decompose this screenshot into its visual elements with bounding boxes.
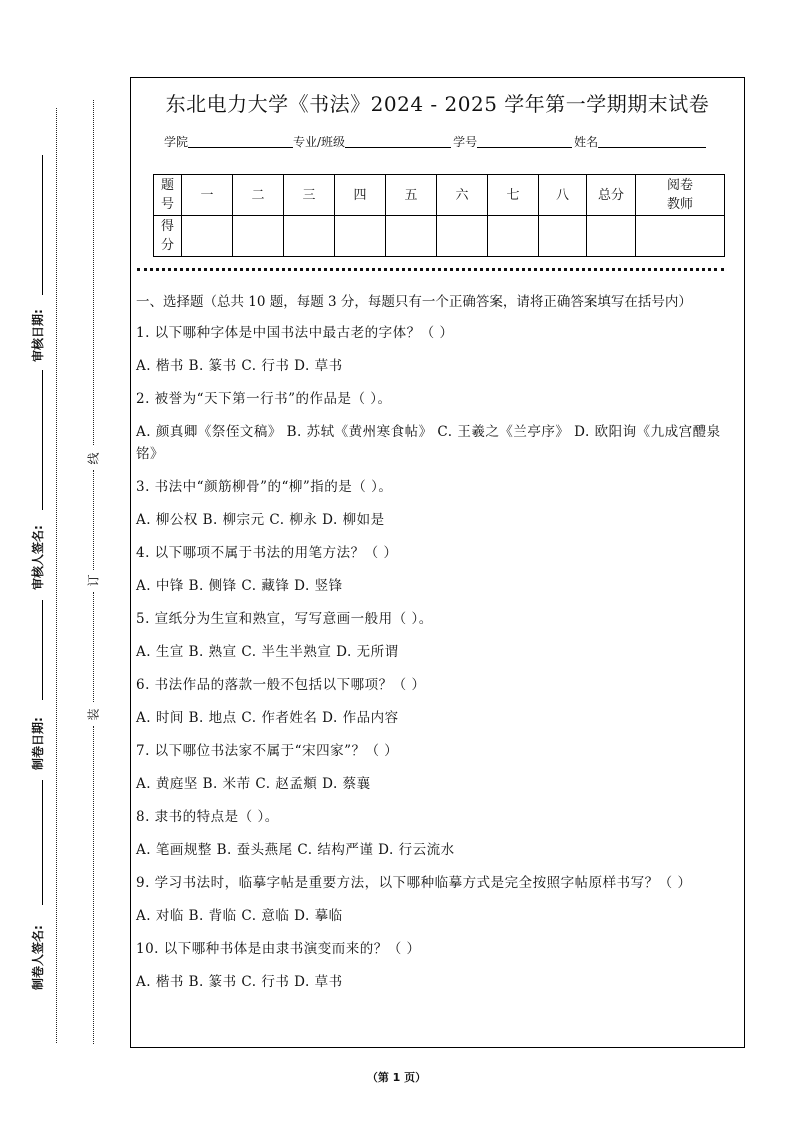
col-header-total: 总分 (587, 175, 636, 216)
score-table (153, 174, 725, 257)
college-label: 学院 (164, 135, 189, 149)
score-cell[interactable] (182, 216, 233, 257)
question-text: 10. 以下哪种书体是由隶书演变而来的？（ ） (136, 941, 421, 957)
answer-options: A. 颜真卿《祭侄文稿》 B. 苏轼《黄州寒食帖》 C. 王羲之《兰亭序》 D. 欧阳询《九成宫醴泉铭》 (136, 424, 721, 462)
college-field[interactable] (188, 135, 293, 148)
name-label: 姓名 (574, 135, 599, 149)
answer-options: A. 柳公权 B. 柳宗元 C. 柳永 D. 柳如是 (136, 512, 385, 528)
name-field[interactable] (598, 135, 706, 148)
bind-mark-fold: 装 (86, 708, 101, 721)
maker-date-line (42, 600, 43, 700)
score-table-header-row (154, 175, 725, 216)
score-cell[interactable] (233, 216, 284, 257)
total-score-cell[interactable] (587, 216, 636, 257)
score-cell[interactable] (386, 216, 437, 257)
major-field[interactable] (345, 135, 451, 148)
inner-dotted-line-top (93, 100, 94, 445)
score-table-score-row (154, 216, 725, 257)
section-heading: 一、选择题（总共 10 题，每题 3 分，每题只有一个正确答案，请将正确答案填写在括号内） (136, 294, 692, 310)
major-label: 专业/班级 (293, 135, 346, 149)
reviewer-sign-label: 审核人签名: (31, 525, 45, 590)
reviewer-teacher-label: 阅卷 教师 (636, 175, 725, 216)
question-section (136, 291, 739, 1004)
answer-options: A. 楷书 B. 篆书 C. 行书 D. 草书 (136, 358, 343, 374)
section-divider (137, 268, 724, 271)
question-text: 6. 书法作品的落款一般不包括以下哪项？（ ） (136, 677, 426, 693)
question-text: 8. 隶书的特点是（ ）。 (136, 809, 279, 825)
col-header: 八 (539, 175, 587, 216)
reviewer-date-line (42, 155, 43, 295)
student-id-field[interactable] (477, 135, 572, 148)
maker-sign-line (42, 780, 43, 905)
col-header: 一 (182, 175, 233, 216)
question-text: 2. 被誉为“天下第一行书”的作品是（ ）。 (136, 391, 392, 407)
reviewer-cell[interactable] (636, 216, 725, 257)
col-header: 五 (386, 175, 437, 216)
student-id-label: 学号 (453, 135, 478, 149)
bind-mark-staple: 订 (86, 574, 101, 587)
answer-options: A. 楷书 B. 篆书 C. 行书 D. 草书 (136, 974, 343, 990)
score-cell[interactable] (539, 216, 587, 257)
exam-paper (130, 77, 745, 1048)
reviewer-date-label: 审核日期: (31, 309, 45, 362)
score-label: 得 分 (154, 216, 182, 257)
reviewer-sign-line (42, 370, 43, 510)
answer-options: A. 生宣 B. 熟宣 C. 半生半熟宣 D. 无所谓 (136, 644, 399, 660)
score-cell[interactable] (437, 216, 488, 257)
score-cell[interactable] (488, 216, 539, 257)
outer-dotted-line (56, 108, 57, 1043)
maker-date-label: 制卷日期: (31, 717, 45, 770)
col-header: 三 (284, 175, 335, 216)
question-text: 7. 以下哪位书法家不属于“宋四家”？（ ） (136, 743, 399, 759)
exam-title: 东北电力大学《书法》2024 - 2025 学年第一学期期末试卷 (165, 92, 710, 116)
answer-options: A. 黄庭坚 B. 米芾 C. 赵孟頫 D. 蔡襄 (136, 776, 371, 792)
answer-options: A. 中锋 B. 侧锋 C. 藏锋 D. 竖锋 (136, 578, 343, 594)
page-number: （第 1 页） (366, 1071, 427, 1084)
col-header: 六 (437, 175, 488, 216)
answer-options: A. 对临 B. 背临 C. 意临 D. 摹临 (136, 908, 343, 924)
score-cell[interactable] (335, 216, 386, 257)
question-text: 1. 以下哪种字体是中国书法中最古老的字体？（ ） (136, 325, 454, 341)
student-info-row (164, 133, 706, 150)
inner-dotted-line-low (93, 592, 94, 702)
maker-sign-label: 制卷人签名: (31, 925, 45, 990)
question-number-label: 题 号 (154, 175, 182, 216)
col-header: 四 (335, 175, 386, 216)
question-text: 4. 以下哪项不属于书法的用笔方法？（ ） (136, 545, 398, 561)
col-header: 二 (233, 175, 284, 216)
answer-options: A. 时间 B. 地点 C. 作者姓名 D. 作品内容 (136, 710, 399, 726)
col-header: 七 (488, 175, 539, 216)
inner-dotted-line-mid (93, 470, 94, 570)
inner-dotted-line-bottom (93, 726, 94, 1044)
question-text: 9. 学习书法时，临摹字帖是重要方法，以下哪种临摹方式是完全按照字帖原样书写？（ ） (136, 875, 692, 891)
answer-options: A. 笔画规整 B. 蚕头燕尾 C. 结构严谨 D. 行云流水 (136, 842, 455, 858)
bind-mark-line: 线 (86, 452, 101, 465)
score-cell[interactable] (284, 216, 335, 257)
question-text: 5. 宣纸分为生宣和熟宣，写写意画一般用（ ）。 (136, 611, 433, 627)
question-text: 3. 书法中“颜筋柳骨”的“柳”指的是（ ）。 (136, 479, 393, 495)
